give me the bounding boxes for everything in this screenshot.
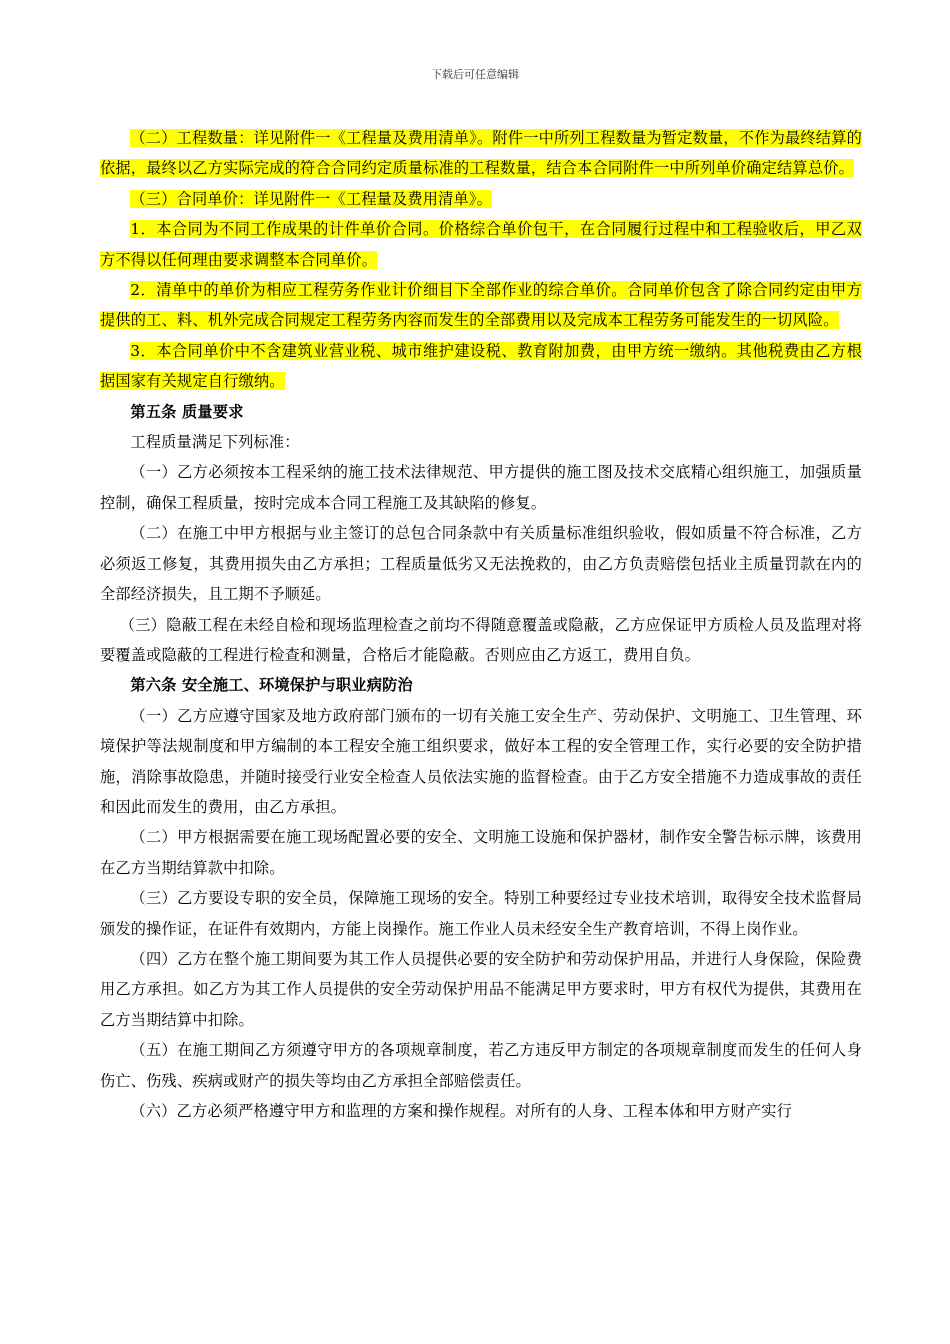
paragraph-safety-1: （一）乙方应遵守国家及地方政府部门颁布的一切有关施工安全生产、劳动保护、文明施工、卫生管理、环境保护等法规制度和甲方编制的本工程安全施工组织要求，做好本工程的安全管理工作，实行必要的安全防护措施，消除事故隐患，并随时接受行业安全检查人员依法实施的监督检查。由于乙方安全措施不力造成事故的责任和因此而发生的费用，由乙方承担。 (100, 706, 862, 816)
paragraph-quality-1: （一）乙方必须按本工程采纳的施工技术法律规范、甲方提供的施工图及技术交底精心组织施工，加强质量控制，确保工程质量，按时完成本合同工程施工及其缺陷的修复。 (100, 463, 862, 512)
highlighted-text: 2．清单中的单价为相应工程劳务作业计价细目下全部作业的综合单价。合同单价包含了除合同约定由甲方提供的工、料、机外完成合同规定工程劳务内容而发生的全部费用以及完成本工程劳务可能发生的一切风险。 (100, 281, 862, 330)
paragraph-quality-3: （三）隐蔽工程在未经自检和现场监理检查之前均不得随意覆盖或隐蔽，乙方应保证甲方质检人员及监理对将要覆盖或隐蔽的工程进行检查和测量，合格后才能隐蔽。否则应由乙方返工，费用自负。 (100, 615, 862, 664)
page-header: 下载后可任意编辑 (431, 68, 519, 81)
paragraph-unit-price (100, 184, 862, 214)
document-body (100, 123, 862, 1126)
paragraph-item-1 (100, 214, 862, 275)
paragraph-item-2 (100, 275, 862, 336)
paragraph-safety-6: （六）乙方必须严格遵守甲方和监理的方案和操作规程。对所有的人身、工程本体和甲方财产实行 (130, 1102, 793, 1120)
paragraph-quantity (100, 123, 862, 184)
paragraph-safety-3: （三）乙方要设专职的安全员，保障施工现场的安全。特别工种要经过专业技术培训，取得安全技术监督局颁发的操作证，在证件有效期内，方能上岗操作。施工作业人员未经安全生产教育培训，不得上岗作业。 (100, 889, 862, 938)
highlighted-text: 1．本合同为不同工作成果的计件单价合同。价格综合单价包干，在合同履行过程中和工程验收后，甲乙双方不得以任何理由要求调整本合同单价。 (100, 220, 862, 269)
paragraph-safety-2: （二）甲方根据需要在施工现场配置必要的安全、文明施工设施和保护器材，制作安全警告标示牌，该费用在乙方当期结算款中扣除。 (100, 828, 862, 877)
paragraph-safety-5: （五）在施工期间乙方须遵守甲方的各项规章制度，若乙方违反甲方制定的各项规章制度而发生的任何人身伤亡、伤残、疾病或财产的损失等均由乙方承担全部赔偿责任。 (100, 1041, 862, 1090)
section-heading-article-6: 第六条 安全施工、环境保护与职业病防治 (130, 676, 413, 695)
highlighted-text: 3．本合同单价中不含建筑业营业税、城市维护建设税、教育附加费，由甲方统一缴纳。其他税费由乙方根据国家有关规定自行缴纳。 (100, 341, 862, 391)
paragraph-quality-intro: 工程质量满足下列标准： (130, 433, 300, 452)
section-heading-article-5: 第五条 质量要求 (130, 402, 244, 421)
highlighted-text: （三）合同单价：详见附件一《工程量及费用清单》。 (130, 189, 493, 208)
paragraph-quality-2: （二）在施工中甲方根据与业主签订的总包合同条款中有关质量标准组织验收，假如质量不符合标准，乙方必须返工修复，其费用损失由乙方承担；工程质量低劣又无法挽救的，由乙方负责赔偿包括业主质量罚款在内的全部经济损失，且工期不予顺延。 (100, 524, 862, 604)
paragraph-safety-4: （四）乙方在整个施工期间要为其工作人员提供必要的安全防护和劳动保护用品，并进行人身保险，保险费用乙方承担。如乙方为其工作人员提供的安全劳动保护用品不能满足甲方要求时，甲方有权代为提供，其费用在乙方当期结算中扣除。 (100, 949, 862, 1029)
paragraph-item-3 (100, 336, 862, 397)
highlighted-text: （二）工程数量：详见附件一《工程量及费用清单》。附件一中所列工程数量为暂定数量，不作为最终结算的依据，最终以乙方实际完成的符合合同约定质量标准的工程数量，结合本合同附件一中所列单价确定结算总价。 (100, 129, 862, 178)
